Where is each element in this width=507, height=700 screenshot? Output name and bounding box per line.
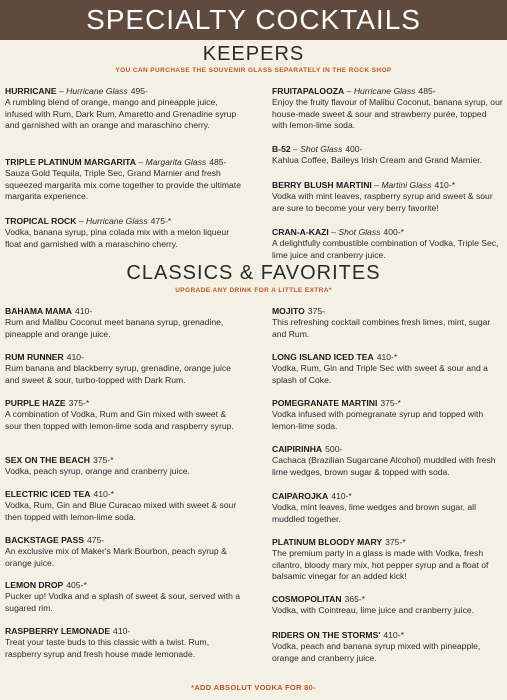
glass-type: Shot Glass	[300, 144, 343, 154]
menu-item	[272, 444, 504, 478]
drink-price: 475-*	[150, 216, 172, 226]
classics-title: CLASSICS & FAVORITES	[126, 262, 381, 284]
menu-item	[5, 352, 245, 386]
drink-description: This refreshing cocktail combines fresh limes, mint, sugar and Rum.	[272, 317, 491, 339]
drink-name: COSMOPOLITAN	[272, 594, 342, 604]
drink-description: Vodka, peach syrup, orange and cranberry juice.	[5, 466, 190, 477]
menu-item	[5, 455, 245, 478]
drink-description: Vodka, with Cointreau, lime juice and cranberry juice.	[272, 605, 475, 616]
menu-item: CRAN-A-KAZI – Shot Glass 400-* A delightfully combustible combination of Vodka, Triple Sec, lime juice and cranberry juice.	[272, 227, 504, 261]
drink-name: PLATINUM BLOODY MARY	[272, 537, 383, 547]
keepers-title: KEEPERS	[202, 43, 305, 65]
glass-type: Hurricane Glass	[353, 86, 416, 96]
drink-name: RUM RUNNER	[5, 352, 64, 362]
drink-name: TROPICAL ROCK	[5, 216, 77, 226]
drink-description: Rum banana and blackberry syrup, grenadine, orange juice and sweet & sour, turbo-topped with Dark Rum.	[5, 363, 231, 385]
menu-item	[272, 630, 504, 664]
menu-item: FRUITAPALOOZA – Hurricane Glass 485- Enjoy the fruity flavour of Malibu Coconut, banana syrup, our house-made sweet & sour and strawberry purée, topped with lemon-lime soda.	[272, 86, 503, 131]
drink-price: 410-*	[383, 630, 404, 640]
menu-item	[5, 535, 245, 569]
drink-price: 485-	[209, 157, 227, 167]
drink-price: 400-*	[383, 227, 404, 237]
menu-item	[5, 489, 245, 523]
menu-item: TROPICAL ROCK – Hurricane Glass 475-* Vodka, banana syrup, pina colada mix with a melon liqueur float and garnished with a maraschino cherry.	[5, 216, 245, 250]
drink-description: Cachaca (Brazilian Sugarcane Alcohol) muddled with fresh lime wedges, brown sugar & topped with soda.	[272, 455, 496, 477]
drink-price: 485-	[418, 86, 436, 96]
drink-name: BACKSTAGE PASS	[5, 535, 84, 545]
drink-name: TRIPLE PLATINUM MARGARITA	[5, 157, 136, 167]
drink-description: Pucker up! Vodka and a splash of sweet & sour, served with a sugared rim.	[5, 591, 241, 613]
menu-item: TRIPLE PLATINUM MARGARITA – Margarita Glass 485- Sauza Gold Tequila, Triple Sec, Grand Marnier and fresh squeezed margarita mix come together to provide the ultimate margarita experience.	[5, 157, 245, 203]
page-title: SPECIALTY COCKTAILS	[86, 4, 421, 35]
drink-price: 410-	[75, 306, 93, 316]
drink-price: 375-*	[385, 537, 406, 547]
menu-item	[272, 306, 504, 340]
drink-name: PURPLE HAZE	[5, 398, 66, 408]
keepers-subtitle: YOU CAN PURCHASE THE SOUVENIR GLASS SEPARATELY IN THE ROCK SHOP	[115, 67, 392, 74]
drink-name: LONG ISLAND ICED TEA	[272, 352, 374, 362]
drink-description: A rumbling blend of orange, mango and pineapple juice, infused with Rum, Dark Rum, Amaretto and Grenadine syrup and garnished with an orange and maraschino cherry.	[5, 97, 237, 131]
drink-price: 375-*	[68, 398, 90, 408]
glass-type: Shot Glass	[338, 227, 381, 237]
drink-description: Vodka with mint leaves, raspberry syrup and sweet & sour are sure to become your very berry favorite!	[272, 191, 493, 213]
glass-type: Hurricane Glass	[86, 216, 148, 226]
drink-name: RASPBERRY LEMONADE	[5, 626, 111, 636]
menu-item	[272, 398, 504, 432]
drink-description: Sauza Gold Tequila, Triple Sec, Grand Marnier and fresh squeezed margarita mix come together to provide the ultimate margarita experience.	[5, 168, 241, 202]
drink-name: POMEGRANATE MARTINI	[272, 398, 378, 408]
drink-price: 365-*	[344, 594, 366, 604]
drink-name: BAHAMA MAMA	[5, 306, 72, 316]
drink-name: CAIPAROJKA	[272, 491, 329, 501]
drink-description: A combination of Vodka, Rum and Gin mixed with sweet & sour then topped with lemon-lime soda and raspberry syrup.	[5, 409, 234, 431]
drink-name: CAIPIRINHA	[272, 444, 323, 454]
drink-description: Kahlua Coffee, Baileys Irish Cream and Grand Marnier.	[272, 155, 483, 166]
drink-price: 475-	[86, 535, 105, 545]
drink-price: 400-	[345, 144, 363, 154]
drink-name: RIDERS ON THE STORMS'	[272, 630, 381, 640]
menu-item: HURRICANE – Hurricane Glass 495- A rumbling blend of orange, mango and pineapple juice, infused with Rum, Dark Rum, Amaretto and Grenadine syrup and garnished with an orange and maraschino cherry.	[5, 86, 245, 132]
drink-price: 410-*	[331, 491, 352, 501]
menu-item: BERRY BLUSH MARTINI – Martini Glass 410-* Vodka with mint leaves, raspberry syrup and sweet & sour are sure to become your very berry favorite!	[272, 180, 504, 214]
drink-price: 410-*	[434, 180, 456, 190]
menu-item	[5, 306, 245, 340]
drink-description: Vodka, Rum, Gin and Triple Sec with sweet & sour and a splash of Coke.	[272, 363, 488, 385]
drink-price: 375-*	[93, 455, 114, 465]
drink-name: LEMON DROP	[5, 580, 64, 590]
drink-price: 405-*	[66, 580, 87, 590]
classics-subtitle: UPGRADE ANY DRINK FOR A LITTLE EXTRA*	[175, 287, 332, 294]
drink-description: A delightfully combustible combination of Vodka, Triple Sec, lime juice and cranberry juice.	[272, 238, 499, 260]
drink-price: 375-*	[380, 398, 401, 408]
menu-item	[272, 352, 504, 386]
glass-type: Martini Glass	[381, 180, 432, 190]
drink-description: Vodka, mint leaves, lime wedges and brown sugar, all muddled together.	[272, 502, 476, 524]
drink-price: 495-	[130, 86, 148, 96]
menu-item	[272, 537, 504, 583]
menu-item	[5, 398, 245, 432]
menu-item: B-52 – Shot Glass 400- Kahlua Coffee, Baileys Irish Cream and Grand Marnier.	[272, 144, 504, 167]
drink-description: Enjoy the fruity flavour of Malibu Coconut, banana syrup, our house-made sweet & sour and strawberry purée, topped with lemon-lime soda.	[272, 97, 503, 131]
drink-price: 410-	[113, 626, 131, 636]
drink-price: 410-	[66, 352, 84, 362]
drink-name: FRUITAPALOOZA	[272, 86, 345, 96]
drink-price: 410-*	[376, 352, 398, 362]
drink-name: MOJITO	[272, 306, 305, 316]
drink-name: B-52	[272, 144, 291, 154]
drink-description: Treat your taste buds to this classic with a twist. Rum, raspberry syrup and fresh house made lemonade.	[5, 637, 210, 659]
drink-description: Vodka, banana syrup, pina colada mix with a melon liqueur float and garnished with a maraschino cherry.	[5, 227, 230, 249]
drink-description: Vodka, Rum, Gin and Blue Curacao mixed with sweet & sour then topped with lemon-lime soda.	[5, 500, 237, 522]
drink-description: Vodka, peach and banana syrup mixed with pineapple, orange and cranberry juice.	[272, 641, 481, 663]
drink-description: An exclusive mix of Maker's Mark Bourbon, peach syrup & orange juice.	[5, 546, 227, 568]
glass-type: Margarita Glass	[145, 157, 207, 167]
page-title-banner	[0, 0, 507, 40]
drink-price: 410-*	[93, 489, 115, 499]
drink-description: Rum and Malibu Coconut meet banana syrup, grenadine, pineapple and orange juice.	[5, 317, 224, 339]
drink-description: Vodka infused with pomegranate syrup and topped with lemon-lime soda.	[272, 409, 484, 431]
footer-note: *ADD ABSOLUT VODKA FOR 80-	[191, 683, 316, 692]
drink-price: 375-	[307, 306, 325, 316]
drink-description: The premium party in a glass is made with Vodka, fresh cilantro, bloody mary mix, hot pepper syrup and a float of balsamic vinegar for an added kick!	[272, 548, 489, 582]
drink-name: ELECTRIC ICED TEA	[5, 489, 91, 499]
drink-name: CRAN-A-KAZI	[272, 227, 329, 237]
menu-item	[5, 626, 245, 660]
drink-name: SEX ON THE BEACH	[5, 455, 90, 465]
drink-name: HURRICANE	[5, 86, 57, 96]
menu-item	[272, 594, 504, 617]
menu-item	[272, 491, 504, 525]
glass-type: Hurricane Glass	[66, 86, 128, 96]
drink-name: BERRY BLUSH MARTINI	[272, 180, 372, 190]
drink-price: 500-	[325, 444, 343, 454]
menu-item	[5, 580, 245, 614]
